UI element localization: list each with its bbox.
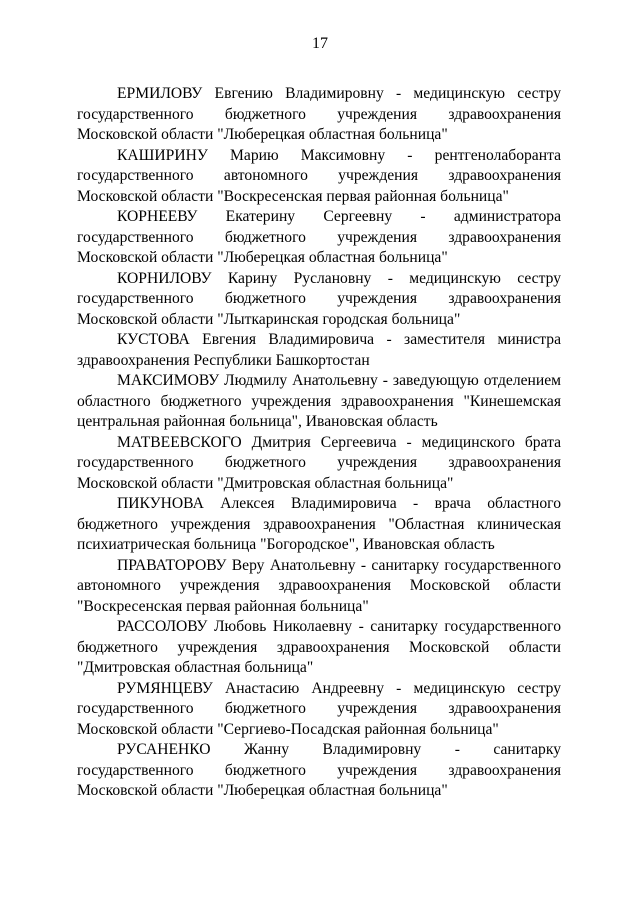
list-item: КОРНЕЕВУ Екатерину Сергеевну - администратора государственного бюджетного учреждения здравоохранения Московской области "Люберецкая областная больница" (77, 208, 561, 266)
list-item: КОРНИЛОВУ Карину Руслановну - медицинскую сестру государственного бюджетного учреждения здравоохранения Московской области "Лыткаринская городская больница" (77, 269, 561, 328)
list-item: КУСТОВА Евгения Владимировича - заместителя министра здравоохранения Республики Башкортостан (77, 331, 561, 369)
list-item: РУСАНЕНКО Жанну Владимировну - санитарку государственного бюджетного учреждения здравоохранения Московской области "Люберецкая областная больница" (77, 741, 561, 799)
list-item: ЕРМИЛОВУ Евгению Владимировну - медицинскую сестру государственного бюджетного учреждения здравоохранения Московской области "Люберецкая областная больница" (77, 85, 561, 143)
page-number: 17 (312, 35, 328, 52)
list-item: РУМЯНЦЕВУ Анастасию Андреевну - медицинскую сестру государственного бюджетного учреждения здравоохранения Московской области "Сергиево-Посадская районная больница" (77, 679, 561, 738)
list-item: КАШИРИНУ Марию Максимовну - рентгенолаборанта государственного автономного учреждения здравоохранения Московской области "Воскресенская первая районная больница" (77, 146, 561, 205)
list-item: МАКСИМОВУ Людмилу Анатольевну - заведующую отделением областного бюджетного учреждения здравоохранения "Кинешемская центральная районная больница", Ивановская область (77, 372, 561, 430)
list-item: МАТВЕЕВСКОГО Дмитрия Сергеевича - медицинского брата государственного бюджетного учреждения здравоохранения Московской области "Дмитровская областная больница" (77, 433, 561, 492)
award-list (77, 84, 561, 802)
list-item: ПИКУНОВА Алексея Владимировича - врача областного бюджетного учреждения здравоохранения "Областная клиническая психиатрическая больница "Богородское", Ивановская область (77, 495, 561, 553)
list-item: ПРАВАТОРОВУ Веру Анатольевну - санитарку государственного автономного учреждения здравоохранения Московской области "Воскресенская первая районная больница" (77, 556, 561, 615)
list-item: РАССОЛОВУ Любовь Николаевну - санитарку государственного бюджетного учреждения здравоохранения Московской области "Дмитровская областная больница" (77, 618, 561, 676)
